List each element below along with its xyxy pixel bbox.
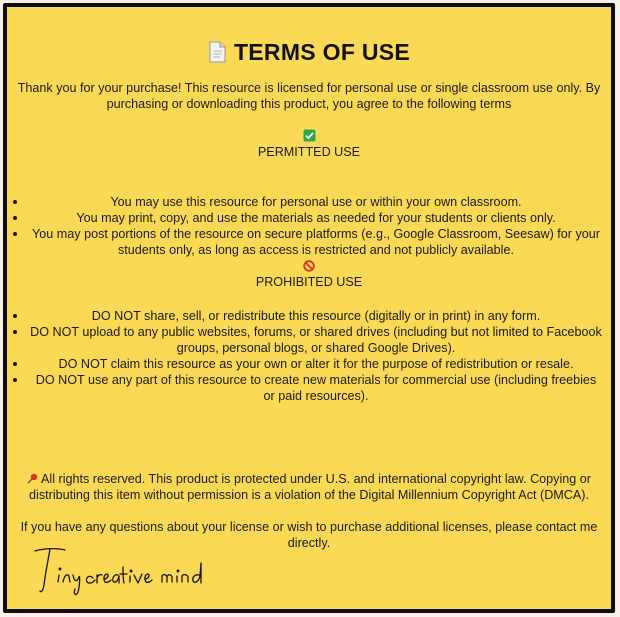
copyright-text: All rights reserved. This product is protected under U.S. and international copyright law. Copying or distributing this item without permission is a violation of the Digital Millennium Copyright Act (DMCA). — [29, 472, 591, 502]
copyright-notice — [17, 471, 601, 503]
signature-script — [31, 545, 221, 597]
intro-paragraph: Thank you for your purchase! This resource is licensed for personal use or single classroom use only. By purchasing or downloading this product, you agree to the following terms — [17, 81, 601, 111]
list-item-text: You may use this resource for personal use or within your own classroom. — [110, 195, 522, 209]
list-item — [7, 324, 611, 356]
list-item — [7, 372, 611, 404]
list-item-text: DO NOT use any part of this resource to create new materials for commercial use (including freebies or paid resources). — [35, 373, 597, 403]
title-text: TERMS OF USE — [233, 39, 411, 65]
bullet-dot — [13, 232, 17, 236]
prohibited-list — [7, 308, 611, 404]
list-item-text: DO NOT share, sell, or redistribute this resource (digitally or in print) in any form. — [91, 309, 541, 323]
signature — [31, 545, 221, 602]
list-item-text: DO NOT upload to any public websites, forums, or shared drives (including but not limited to Facebook groups, personal blogs, or shared Google Drives). — [30, 325, 602, 355]
bullet-dot — [13, 378, 17, 382]
prohibited-heading: PROHIBITED USE — [255, 275, 363, 289]
list-item — [7, 226, 611, 258]
terms-panel — [7, 7, 611, 609]
list-item — [7, 210, 611, 226]
bullet-dot — [13, 216, 17, 220]
list-item-text: DO NOT claim this resource as your own or alter it for the purpose of redistribution or resale. — [58, 357, 574, 371]
permitted-heading-block — [7, 129, 611, 160]
bullet-dot — [13, 200, 17, 204]
prohibited-heading-block — [7, 260, 611, 290]
document-icon — [208, 41, 226, 63]
prohibited-icon — [303, 260, 315, 272]
list-item — [7, 194, 611, 210]
bullet-dot — [13, 330, 17, 334]
bullet-dot — [13, 362, 17, 366]
list-item-text: You may post portions of the resource on secure platforms (e.g., Google Classroom, Seesaw) for your students only, as long as access is restricted and not publicly available. — [32, 227, 600, 257]
check-mark-icon — [303, 129, 316, 142]
list-item-text: You may print, copy, and use the materials as needed for your students or clients only. — [76, 211, 556, 225]
list-item — [7, 308, 611, 324]
permitted-list — [7, 194, 611, 258]
permitted-heading: PERMITTED USE — [257, 145, 361, 159]
list-item — [7, 356, 611, 372]
contact-paragraph: If you have any questions about your license or wish to purchase additional licenses, please contact me directly. — [20, 520, 598, 550]
page-title — [7, 39, 611, 66]
pushpin-icon — [27, 473, 38, 484]
bullet-dot — [13, 314, 17, 318]
